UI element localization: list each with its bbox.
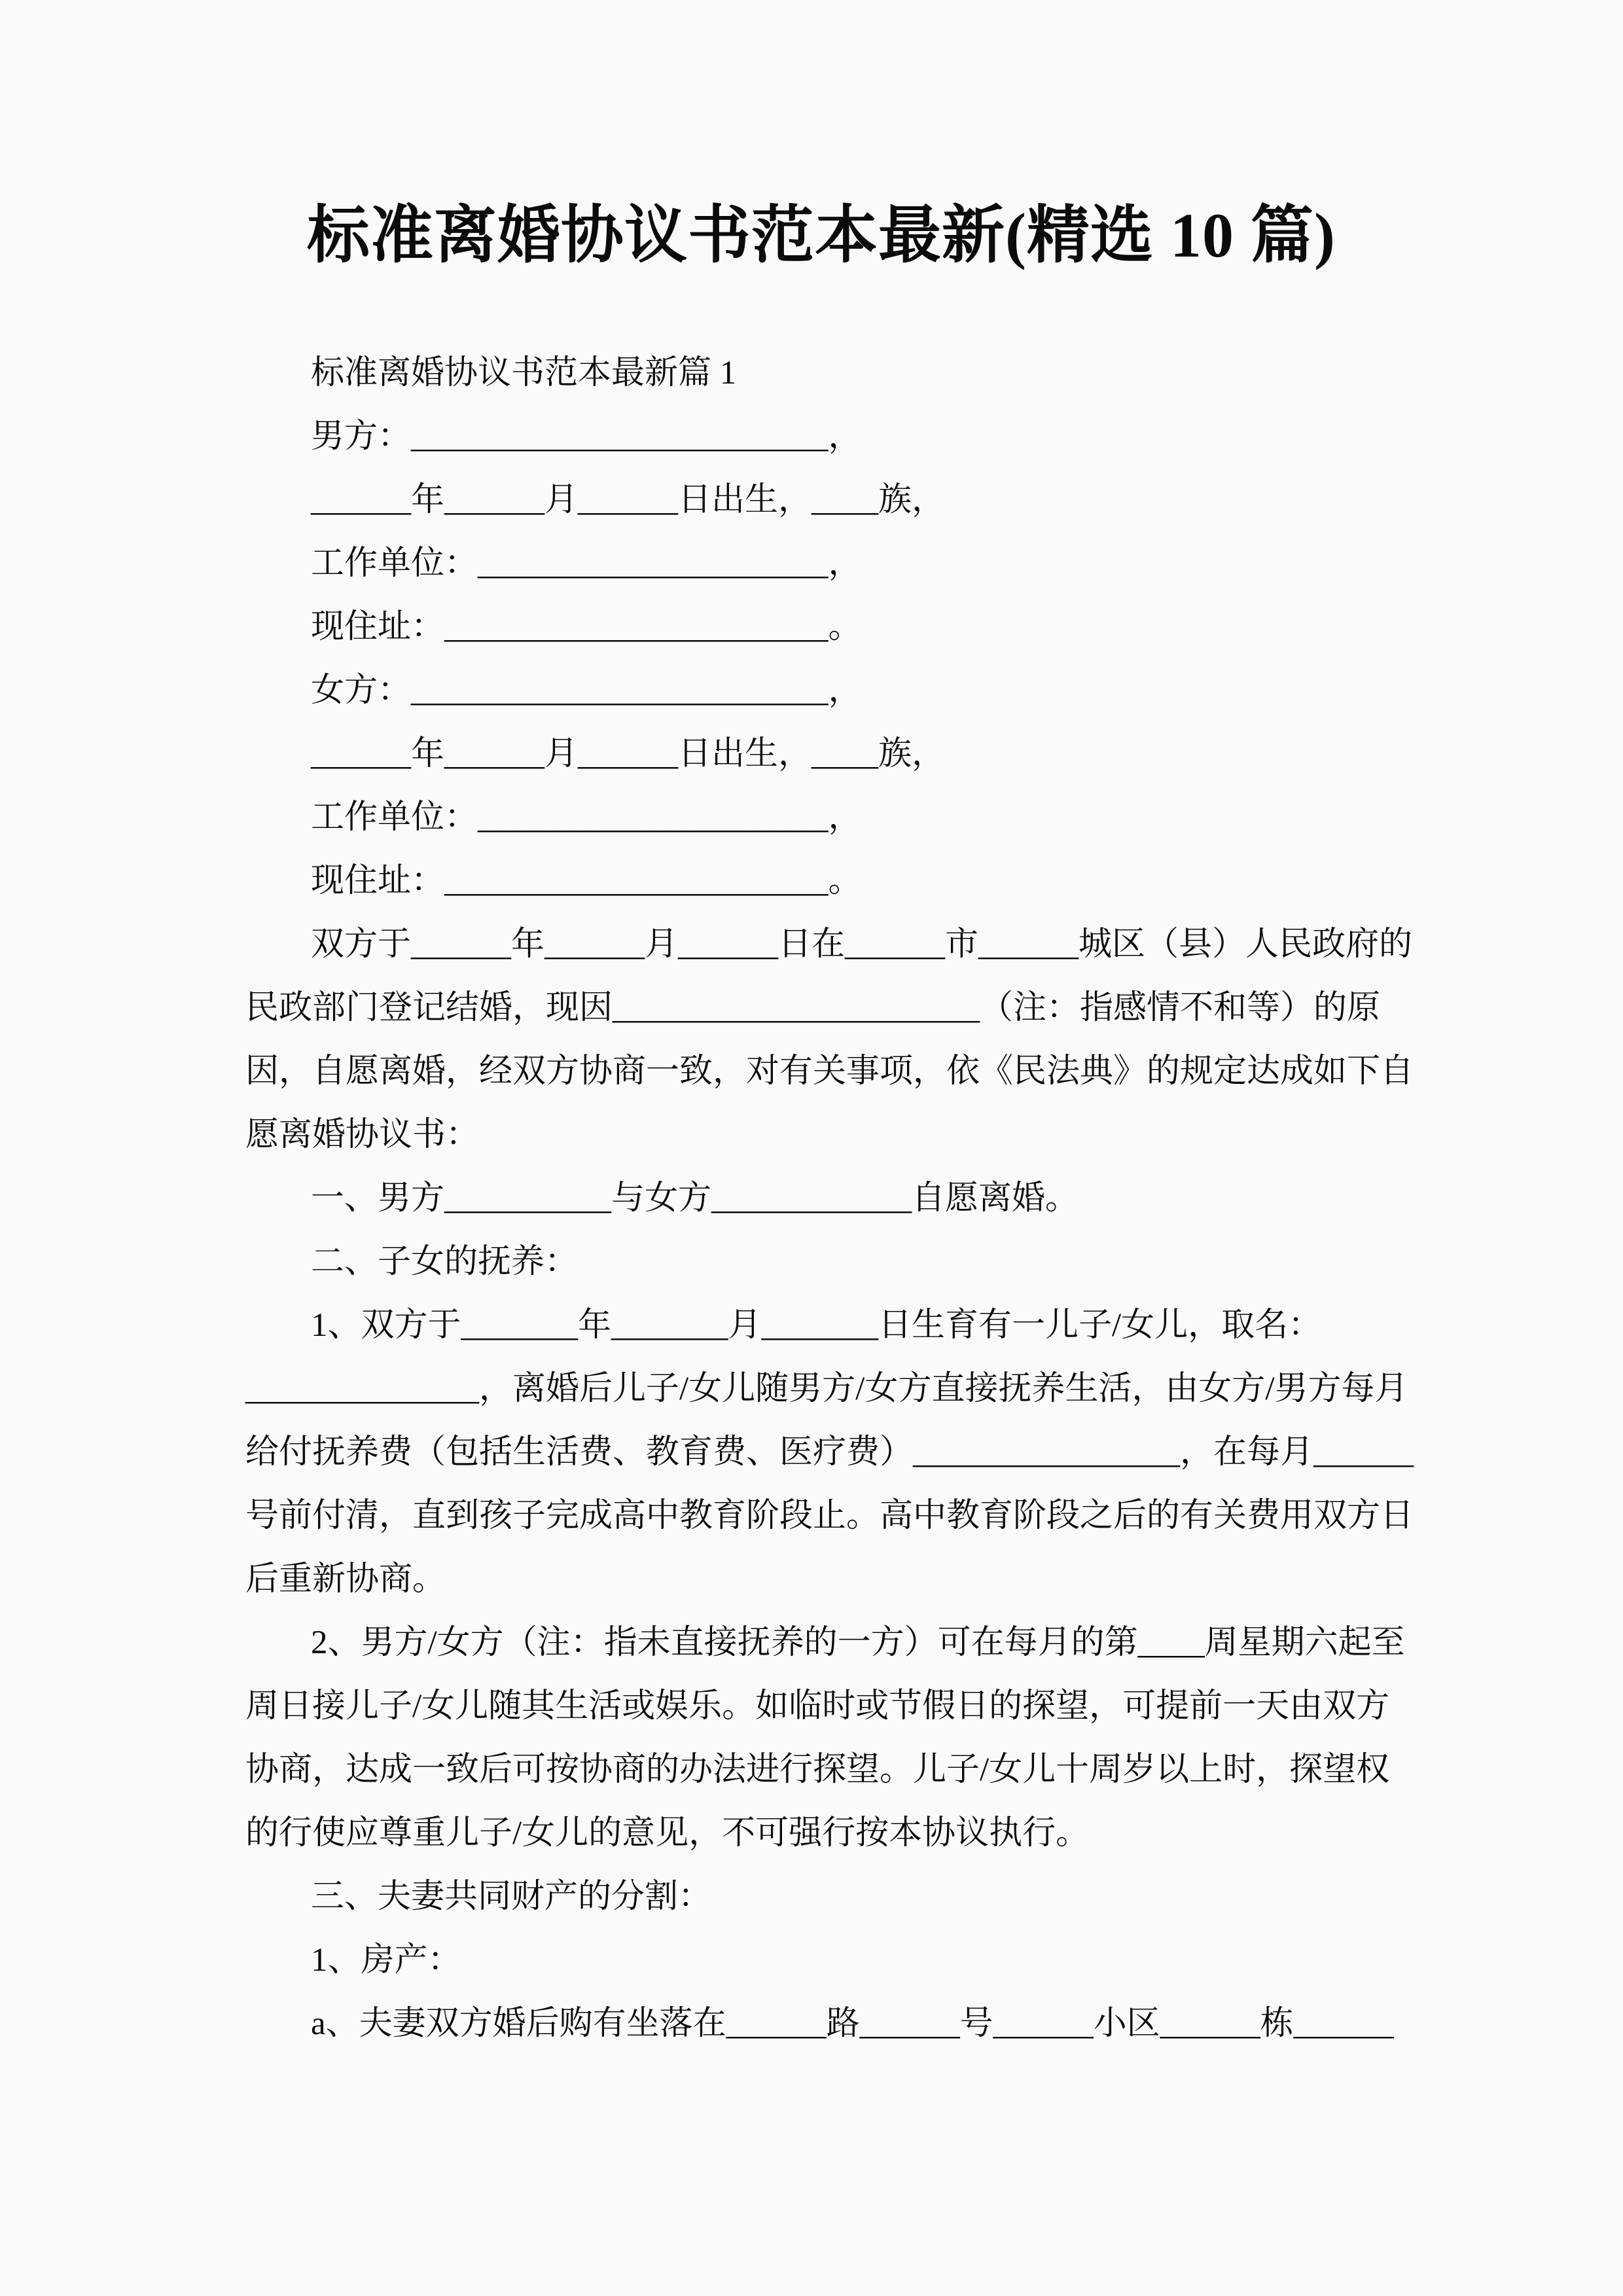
document-line: 二、子女的抚养： [311, 1244, 579, 1280]
document-line: ______年______月______日出生，____族， [311, 482, 946, 518]
document-line: 工作单位：_____________________， [311, 799, 862, 836]
document-line: 男方：_________________________， [311, 418, 862, 455]
document-line: 协商，达成一致后可按协商的办法进行探望。儿子/女儿十周岁以上时，探望权 [245, 1751, 1390, 1788]
document-line: 民政部门登记结婚，现因______________________（注：指感情不和等）的原 [245, 990, 1381, 1026]
document-line: 女方：_________________________， [311, 672, 862, 709]
document-line: 的行使应尊重儿子/女儿的意见，不可强行按本协议执行。 [245, 1815, 1090, 1852]
document-line: 现住址：_______________________。 [311, 863, 862, 899]
document-content [245, 0, 1414, 2056]
document-line: 号前付清，直到孩子完成高中教育阶段止。高中教育阶段之后的有关费用双方日 [245, 1498, 1414, 1534]
document-title: 标准离婚协议书范本最新(精选 10 篇) [307, 200, 1336, 270]
document-line: 三、夫妻共同财产的分割： [311, 1878, 712, 1915]
document-line: 周日接儿子/女儿随其生活或娱乐。如临时或节假日的探望，可提前一天由双方 [245, 1688, 1390, 1725]
document-line: ______________，离婚后儿子/女儿随男方/女方直接抚养生活，由女方/男方每月 [245, 1371, 1408, 1407]
document-line: 1、房产： [311, 1942, 461, 1979]
document-line: 1、双方于_______年_______月_______日生育有一儿子/女儿，取名： [311, 1307, 1322, 1344]
document-line: a、夫妻双方婚后购有坐落在______路______号______小区______栋______ [311, 2005, 1394, 2042]
document-line: 2、男方/女方（注：指未直接抚养的一方）可在每月的第____周星期六起至 [311, 1624, 1405, 1661]
document-line: 因，自愿离婚，经双方协商一致，对有关事项，依《民法典》的规定达成如下自 [245, 1053, 1414, 1090]
document-body [245, 342, 1414, 2056]
document-line: ______年______月______日出生，____族， [311, 736, 946, 772]
document-line: 给付抚养费（包括生活费、教育费、医疗费）________________，在每月______ [245, 1434, 1414, 1471]
document-line: 工作单位：_____________________， [311, 545, 862, 582]
document-line: 后重新协商。 [245, 1561, 446, 1598]
document-line: 双方于______年______月______日在______市______城区（县）人民政府的 [311, 926, 1413, 963]
document-subtitle: 标准离婚协议书范本最新篇 1 [311, 355, 737, 391]
document-line: 愿离婚协议书： [245, 1117, 480, 1153]
document-line: 一、男方__________与女方____________自愿离婚。 [311, 1180, 1079, 1217]
document-line: 现住址：_______________________。 [311, 609, 862, 645]
